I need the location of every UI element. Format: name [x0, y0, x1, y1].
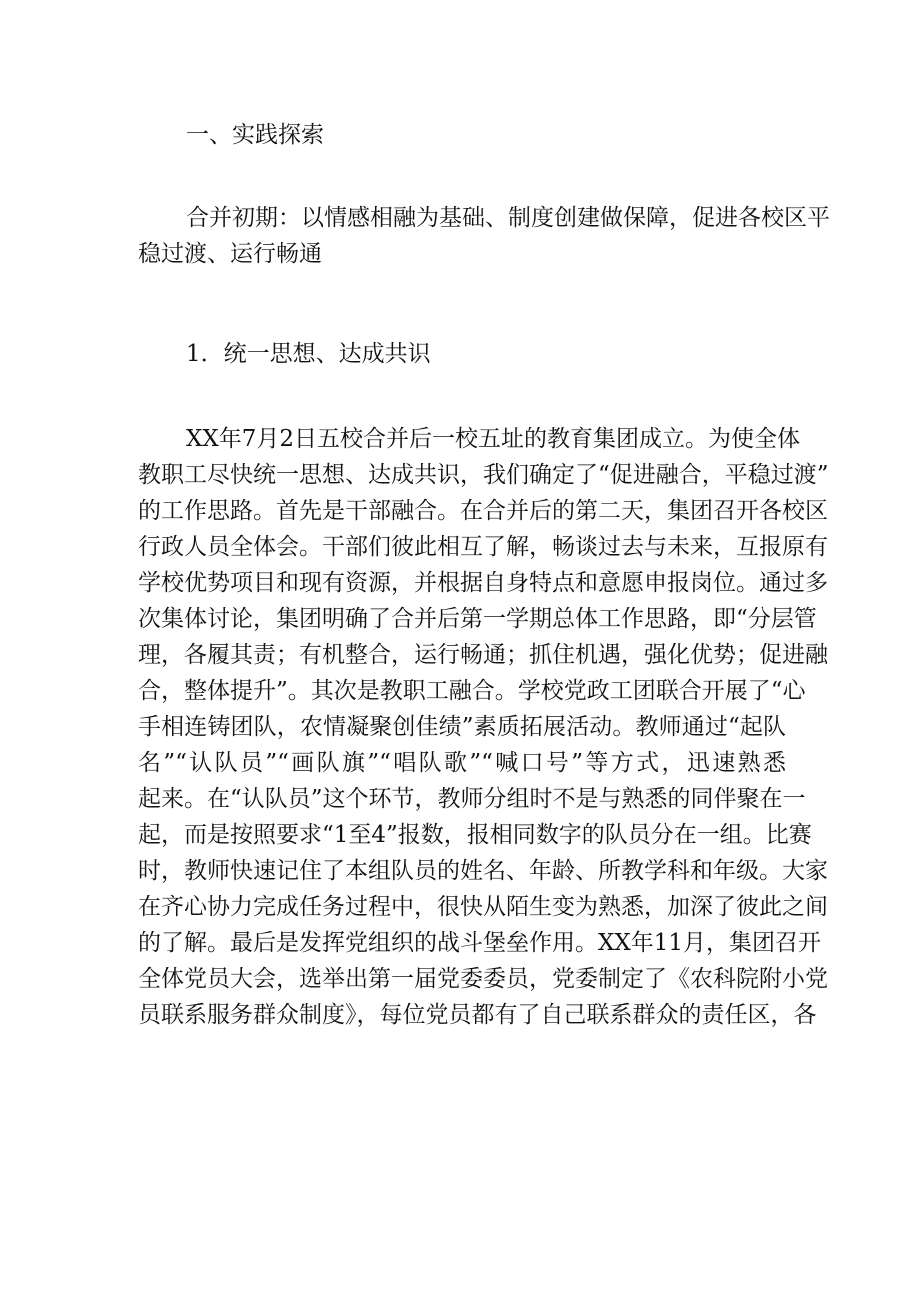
body-paragraph [138, 421, 829, 1033]
body-line: 的工作思路。首先是干部融合。在合并后的第二天，集团召开各校区 [138, 498, 828, 524]
body-line: 行政人员全体会。干部们彼此相互了解，畅谈过去与未来，互报原有 [138, 534, 828, 560]
body-line: 时，教师快速记住了本组队员的姓名、年龄、所教学科和年级。大家 [138, 858, 828, 884]
body-line: 名”“认队员”“画队旗”“唱队歌”“喊口号”等方式，迅速熟悉 [138, 750, 786, 776]
body-line: 起来。在“认队员”这个环节，教师分组时不是与熟悉的同伴聚在一 [138, 786, 806, 812]
section-heading-block [138, 117, 786, 153]
subheading-line-1: 合并初期：以情感相融为基础、制度创建做保障，促进各校区平 [186, 205, 830, 231]
body-line: 的了解。最后是发挥党组织的战斗堡垒作用。XX年11月，集团召开 [138, 930, 822, 956]
body-line: 次集体讨论，集团明确了合并后第一学期总体工作思路，即“分层管 [138, 606, 817, 632]
item-heading: 1．统一思想、达成共识 [186, 341, 431, 367]
body-line: XX年7月2日五校合并后一校五址的教育集团成立。为使全体 [186, 426, 801, 452]
section-heading: 一、实践探索 [186, 122, 324, 148]
subheading-line-2: 稳过渡、运行畅通 [138, 241, 322, 267]
body-line: 教职工尽快统一思想、达成共识，我们确定了“促进融合，平稳过渡” [138, 462, 829, 488]
body-line: 在齐心协力完成任务过程中，很快从陌生变为熟悉，加深了彼此之间 [138, 894, 828, 920]
item-heading-block [138, 336, 786, 372]
body-line: 学校优势项目和现有资源，并根据自身特点和意愿申报岗位。通过多 [138, 570, 828, 596]
body-line: 手相连铸团队，农情凝聚创佳绩”素质拓展活动。教师通过“起队 [138, 714, 786, 740]
body-line: 合，整体提升”。其次是教职工融合。学校党政工团联合开展了“心 [138, 678, 806, 704]
subheading-block [138, 200, 830, 272]
body-line: 员联系服务群众制度》，每位党员都有了自己联系群众的责任区，各 [138, 1002, 817, 1028]
body-line: 全体党员大会，选举出第一届党委委员，党委制定了《农科院附小党 [138, 966, 828, 992]
body-line: 理，各履其责；有机整合，运行畅通；抓住机遇，强化优势；促进融 [138, 642, 828, 668]
body-line: 起，而是按照要求“1至4”报数，报相同数字的队员分在一组。比赛 [138, 822, 812, 848]
